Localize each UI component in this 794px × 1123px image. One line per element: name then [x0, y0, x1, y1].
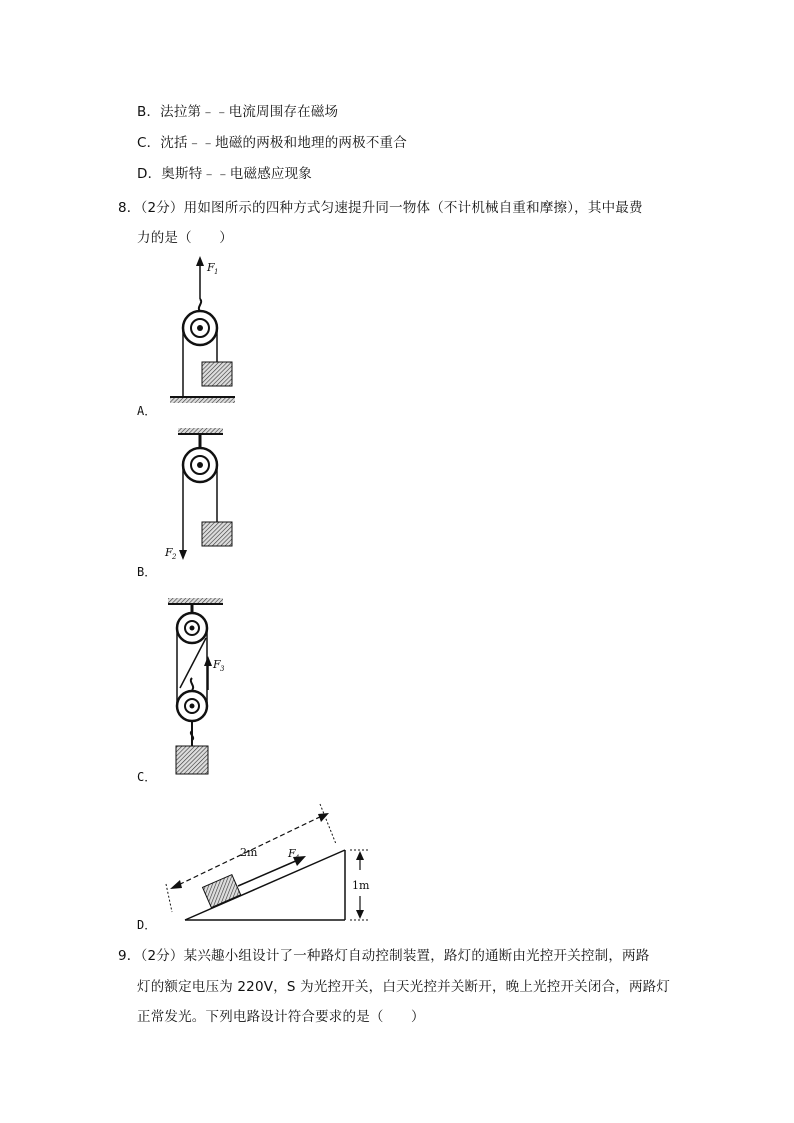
figure-b-fixed-pulley	[160, 428, 260, 588]
option-d-label: D．	[137, 918, 157, 932]
option-a-label: A．	[137, 404, 157, 418]
q7-option-b: B．法拉第﹣﹣电流周围存在磁场	[137, 104, 339, 120]
q9-stem-line3: 正常发光。下列电路设计符合要求的是（ ）	[137, 1009, 425, 1025]
figure-d-inclined-plane	[160, 800, 380, 930]
height-label: 1m	[352, 879, 370, 892]
svg-text:1: 1	[214, 268, 219, 276]
svg-text:3: 3	[220, 665, 225, 673]
force-f2-label: F	[165, 546, 173, 559]
q7-option-d: D．奥斯特﹣﹣电磁感应现象	[137, 166, 312, 182]
force-f3-label: F	[213, 658, 221, 671]
figure-c-pulley-block	[160, 598, 260, 783]
svg-text:2: 2	[172, 553, 177, 561]
q7-option-c: C．沈括﹣﹣地磁的两极和地理的两极不重合	[137, 135, 407, 151]
force-f4-label: F	[288, 847, 296, 860]
q9-stem-line2: 灯的额定电压为 220V，S 为光控开关，白天光控并关断开，晚上光控开关闭合，两路灯	[137, 979, 671, 995]
option-c-label: C．	[137, 770, 157, 784]
svg-text:4: 4	[295, 854, 300, 862]
figure-a-movable-pulley	[160, 255, 260, 415]
q9-stem-line1: 9．（2分）某兴趣小组设计了一种路灯自动控制装置，路灯的通断由光控开关控制，两路	[118, 948, 650, 964]
force-f1-label: F	[207, 261, 215, 274]
q8-stem-line2: 力的是（ ）	[137, 230, 233, 246]
option-b-label: B．	[137, 565, 157, 579]
q8-stem-line1: 8．（2分）用如图所示的四种方式匀速提升同一物体（不计机械自重和摩擦），其中最费	[118, 200, 643, 216]
slope-length-label: 2m	[240, 846, 258, 859]
